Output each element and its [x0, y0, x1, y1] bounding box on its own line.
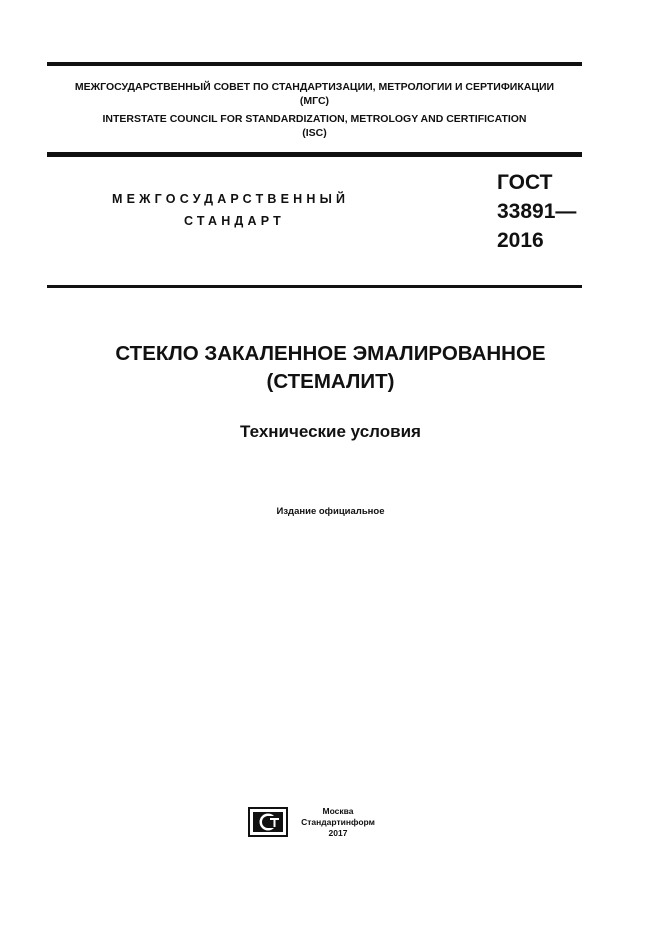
top-rule — [47, 62, 582, 66]
imprint-city: Москва — [322, 806, 354, 816]
document-title — [47, 340, 614, 396]
council-name-en-line: INTERSTATE COUNCIL FOR STANDARDIZATION, METROLOGY AND CERTIFICATION — [102, 113, 527, 125]
title-line2: (СТЕМАЛИТ) — [266, 370, 395, 393]
gost-year: 2016 — [497, 229, 544, 252]
imprint-year: 2017 — [328, 828, 348, 838]
council-abbr-ru: (МГС) — [299, 95, 330, 107]
title-line1: СТЕКЛО ЗАКАЛЕННОЕ ЭМАЛИРОВАННОЕ — [115, 342, 546, 365]
standard-type-line1: МЕЖГОСУДАРСТВЕННЫЙ — [112, 192, 350, 206]
edition-note: Издание официальное — [276, 506, 385, 517]
gost-number — [497, 168, 576, 255]
council-name-ru-line: МЕЖГОСУДАРСТВЕННЫЙ СОВЕТ ПО СТАНДАРТИЗАЦИИ, МЕТРОЛОГИИ И СЕРТИФИКАЦИИ — [74, 81, 555, 93]
gost-label: ГОСТ — [497, 171, 553, 194]
standartinform-logo-icon — [248, 807, 288, 837]
council-abbr-en: (ISC) — [302, 127, 327, 139]
bottom-rule — [47, 285, 582, 288]
council-name-ru — [47, 80, 582, 108]
standard-type — [112, 188, 357, 232]
document-subtitle: Технические условия — [240, 422, 421, 441]
standard-type-line2: СТАНДАРТ — [184, 214, 285, 228]
imprint-publisher: Стандартинформ — [301, 817, 375, 827]
gost-code: 33891— — [497, 200, 577, 223]
imprint — [298, 806, 378, 839]
council-name-en — [47, 112, 582, 140]
middle-rule — [47, 152, 582, 157]
